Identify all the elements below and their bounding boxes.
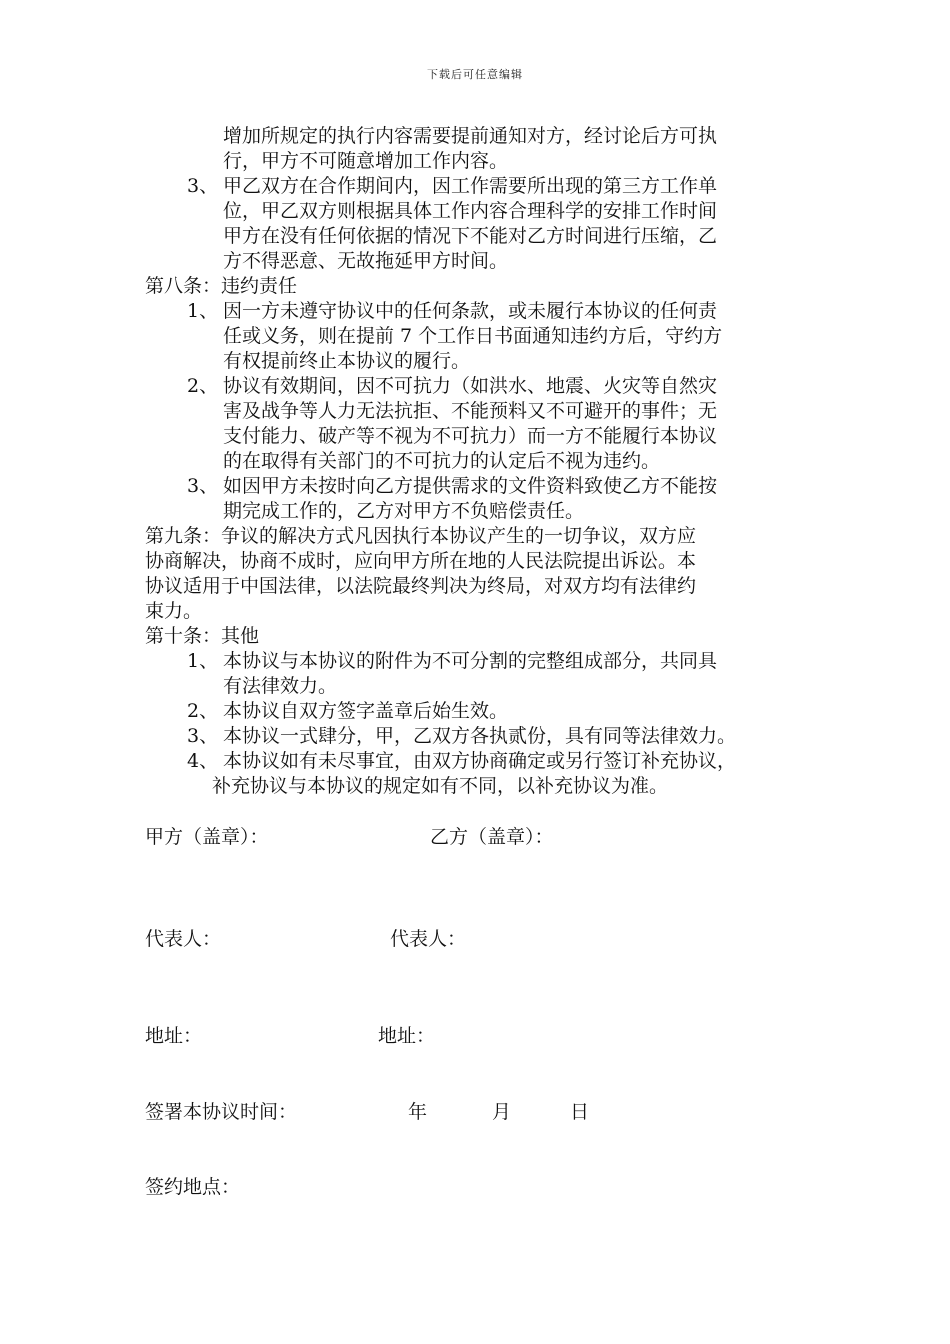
article-9-line-1: 第九条：争议的解决方式凡因执行本协议产生的一切争议，双方应 bbox=[145, 525, 697, 547]
clause-8-3-line-2: 期完成工作的，乙方对甲方不负赔偿责任。 bbox=[223, 500, 585, 522]
clause-7-2-line-1: 增加所规定的执行内容需要提前通知对方，经讨论后方可执 bbox=[223, 125, 718, 147]
clause-number: 1、 bbox=[187, 300, 219, 322]
party-a-representative-label: 代表人： bbox=[145, 928, 222, 950]
clause-7-3-line-4: 方不得恶意、无故拖延甲方时间。 bbox=[223, 250, 509, 272]
party-b-address-label: 地址： bbox=[378, 1025, 436, 1047]
clause-number: 4、 bbox=[187, 750, 219, 772]
page-header: 下载后可任意编辑 bbox=[427, 68, 523, 81]
party-b-seal-label: 乙方（盖章）： bbox=[430, 826, 554, 848]
clause-10-4-line-2: 补充协议与本协议的规定如有不同，以补充协议为准。 bbox=[212, 775, 669, 797]
clause-8-2-line-2: 害及战争等人力无法抗拒、不能预料又不可避开的事件；无 bbox=[223, 400, 718, 422]
clause-text: 本协议与本协议的附件为不可分割的完整组成部分，共同具 bbox=[223, 650, 718, 672]
month-label: 月 bbox=[492, 1101, 512, 1123]
clause-7-3 bbox=[145, 174, 835, 199]
clause-number: 3、 bbox=[187, 475, 219, 497]
clause-text: 本协议自双方签字盖章后始生效。 bbox=[223, 700, 509, 722]
clause-number: 3、 bbox=[187, 175, 219, 197]
clause-10-1-line-2: 有法律效力。 bbox=[223, 675, 338, 697]
clause-10-1 bbox=[145, 649, 835, 674]
clause-number: 3、 bbox=[187, 725, 219, 747]
clause-number: 2、 bbox=[187, 375, 219, 397]
clause-8-1 bbox=[145, 299, 835, 324]
clause-text: 本协议一式肆分，甲，乙双方各执贰份，具有同等法律效力。 bbox=[223, 725, 737, 747]
clause-text: 因一方未遵守协议中的任何条款，或未履行本协议的任何责 bbox=[223, 300, 718, 322]
contract-body bbox=[145, 124, 835, 799]
party-a-address-label: 地址： bbox=[145, 1025, 203, 1047]
clause-8-1-line-3: 有权提前终止本协议的履行。 bbox=[223, 350, 471, 372]
clause-7-3-line-2: 位，甲乙双方则根据具体工作内容合理科学的安排工作时间 bbox=[223, 200, 718, 222]
clause-10-2 bbox=[145, 699, 835, 724]
clause-text: 如因甲方未按时向乙方提供需求的文件资料致使乙方不能按 bbox=[223, 475, 718, 497]
signing-place-label: 签约地点： bbox=[145, 1176, 241, 1198]
day-label: 日 bbox=[570, 1101, 590, 1123]
party-b-representative-label: 代表人： bbox=[390, 928, 467, 950]
clause-text: 本协议如有未尽事宜，由双方协商确定或另行签订补充协议， bbox=[223, 750, 737, 772]
clause-8-1-line-2: 任或义务，则在提前 7 个工作日书面通知违约方后，守约方 bbox=[223, 325, 723, 347]
article-10-heading: 第十条：其他 bbox=[145, 625, 260, 647]
year-label: 年 bbox=[408, 1101, 428, 1123]
article-8-heading: 第八条：违约责任 bbox=[145, 275, 298, 297]
clause-8-3 bbox=[145, 474, 835, 499]
clause-7-2-line-2: 行，甲方不可随意增加工作内容。 bbox=[223, 150, 509, 172]
clause-7-3-line-3: 甲方在没有任何依据的情况下不能对乙方时间进行压缩，乙 bbox=[223, 225, 718, 247]
clause-text: 协议有效期间，因不可抗力（如洪水、地震、火灾等自然灾 bbox=[223, 375, 718, 397]
clause-10-3 bbox=[145, 724, 835, 749]
article-9-line-4: 束力。 bbox=[145, 600, 203, 622]
signing-time-label: 签署本协议时间： bbox=[145, 1101, 298, 1123]
clause-number: 1、 bbox=[187, 650, 219, 672]
party-a-seal-label: 甲方（盖章）： bbox=[145, 826, 269, 848]
clause-8-2-line-3: 支付能力、破产等不视为不可抗力）而一方不能履行本协议 bbox=[223, 425, 718, 447]
article-9-line-2: 协商解决，协商不成时，应向甲方所在地的人民法院提出诉讼。本 bbox=[145, 550, 697, 572]
clause-text: 甲乙双方在合作期间内，因工作需要所出现的第三方工作单 bbox=[223, 175, 718, 197]
clause-8-2 bbox=[145, 374, 835, 399]
clause-8-2-line-4: 的在取得有关部门的不可抗力的认定后不视为违约。 bbox=[223, 450, 661, 472]
clause-number: 2、 bbox=[187, 700, 219, 722]
clause-10-4 bbox=[145, 749, 835, 774]
article-9-line-3: 协议适用于中国法律，以法院最终判决为终局，对双方均有法律约 bbox=[145, 575, 697, 597]
